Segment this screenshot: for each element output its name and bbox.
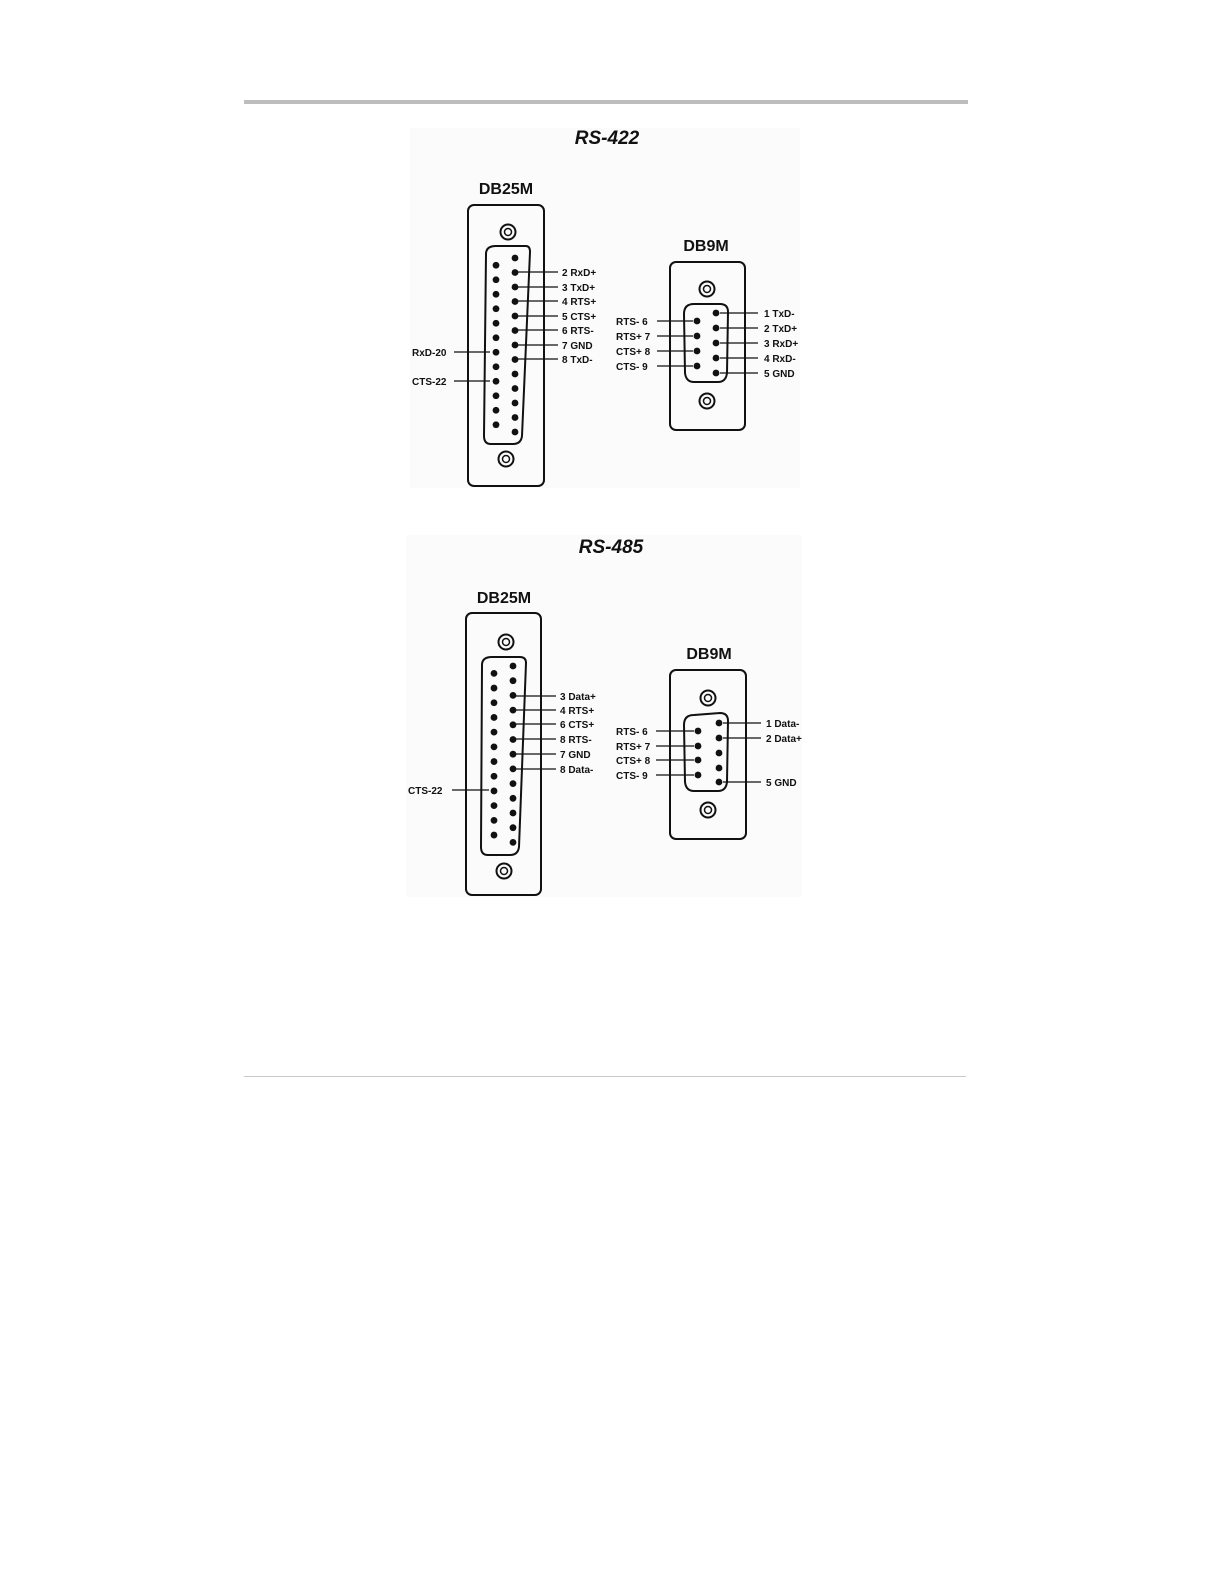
db9-pin-label: 5 GND [766, 778, 797, 789]
db25-pin-label: 8 Data- [560, 765, 594, 776]
figure-title: RS-485 [578, 537, 644, 558]
db9-pin-label: 2 TxD+ [764, 324, 798, 335]
db25-left-callouts [412, 348, 490, 388]
db9-top-screw [701, 691, 716, 706]
pin-dot [510, 707, 517, 714]
db25-pin-label: 2 RxD+ [562, 268, 597, 279]
pin-dot [510, 780, 517, 787]
figure-title: RS-422 [574, 128, 640, 149]
header-rule [244, 100, 968, 104]
db9-pin-label: 1 TxD- [764, 309, 795, 320]
pin-dot [491, 685, 498, 692]
db25-pin-label: 6 RTS- [562, 326, 594, 337]
pin-dot [493, 392, 500, 399]
pin-dot [493, 378, 500, 385]
db25-pin-label: 3 Data+ [560, 692, 596, 703]
rs485-figure [406, 535, 802, 897]
db9-pin-label: RTS+ 7 [616, 742, 651, 753]
pin-dot [493, 349, 500, 356]
db9-pin-label: 1 Data- [766, 719, 800, 730]
db9-pin-label: RTS+ 7 [616, 332, 651, 343]
pin-dot [493, 407, 500, 414]
pin-dot [493, 305, 500, 312]
pin-dot [512, 429, 519, 436]
pin-dot [491, 729, 498, 736]
pin-dot [493, 262, 500, 269]
db25-right-callouts [516, 692, 596, 776]
pin-dot [493, 421, 500, 428]
db9-pin-label: RTS- 6 [616, 727, 648, 738]
pin-dot [510, 766, 517, 773]
pin-dot [512, 255, 519, 262]
db25-pins [491, 663, 517, 846]
db9-pin-label: 5 GND [764, 369, 795, 380]
pin-dot [510, 677, 517, 684]
db25-pin-label: 7 GND [560, 750, 591, 761]
db25-label: DB25M [478, 181, 534, 198]
db9-left-callouts [616, 727, 694, 782]
db25-pin-label: 7 GND [562, 341, 593, 352]
db25-top-screw [499, 635, 514, 650]
db25-left-callouts [408, 786, 489, 797]
pin-dot [491, 832, 498, 839]
pin-dot [512, 327, 519, 334]
db9-pin-label: 3 RxD+ [764, 339, 799, 350]
db25-pin-label: 4 RTS+ [560, 706, 595, 717]
pin-dot [491, 817, 498, 824]
pin-dot [491, 758, 498, 765]
pin-dot [512, 400, 519, 407]
db25-pin-label: CTS-22 [412, 377, 447, 388]
pin-dot [510, 692, 517, 699]
pin-dot [512, 313, 519, 320]
pin-dot [512, 414, 519, 421]
db9-pin-label: 4 RxD- [764, 354, 796, 365]
db9-pin-label: CTS- 9 [616, 771, 648, 782]
pin-dot [512, 342, 519, 349]
db25-bottom-screw [499, 452, 514, 467]
rs485-diagram [406, 535, 802, 897]
db25-pin-label: 4 RTS+ [562, 297, 597, 308]
db25-pins [493, 255, 519, 436]
db25-pin-label: CTS-22 [408, 786, 443, 797]
db25-shell [481, 657, 526, 855]
pin-dot [491, 773, 498, 780]
db25-pin-label: 5 CTS+ [562, 312, 597, 323]
pin-dot [491, 714, 498, 721]
pin-dot [491, 699, 498, 706]
pin-dot [491, 802, 498, 809]
db25-pin-label: 6 CTS+ [560, 720, 595, 731]
pin-dot [491, 670, 498, 677]
pin-dot [510, 824, 517, 831]
pin-dot [512, 284, 519, 291]
pin-dot [512, 371, 519, 378]
db9-bottom-screw [701, 803, 716, 818]
pin-dot [493, 334, 500, 341]
pin-dot [510, 795, 517, 802]
pin-dot [512, 356, 519, 363]
db25-right-callouts [518, 268, 596, 366]
pin-dot [510, 751, 517, 758]
db9-top-screw [700, 282, 715, 297]
db9-pin-label: RTS- 6 [616, 317, 648, 328]
db9-pin-label: CTS+ 8 [616, 756, 651, 767]
db9-bottom-screw [700, 394, 715, 409]
db25-pin-label: 8 RTS- [560, 735, 592, 746]
pin-dot [493, 363, 500, 370]
footer-rule [244, 1076, 966, 1077]
db9-pins [694, 310, 720, 377]
db9-pin-label: CTS- 9 [616, 362, 648, 373]
rs422-figure [410, 128, 800, 488]
db9-pin-label: 2 Data+ [766, 734, 802, 745]
db9-right-callouts [723, 719, 802, 789]
pin-dot [493, 320, 500, 327]
db25-bottom-screw [497, 864, 512, 879]
db9-pin-label: CTS+ 8 [616, 347, 651, 358]
db25-pin-label: 3 TxD+ [562, 283, 596, 294]
pin-dot [491, 743, 498, 750]
db25-pin-label: RxD-20 [412, 348, 447, 359]
rs422-diagram [410, 128, 800, 488]
pin-dot [510, 839, 517, 846]
pin-dot [512, 298, 519, 305]
pin-dot [491, 788, 498, 795]
db9-label: DB9M [683, 238, 729, 255]
db25-pin-label: 8 TxD- [562, 355, 593, 366]
pin-dot [510, 721, 517, 728]
db9-pins [695, 720, 723, 786]
pin-dot [510, 663, 517, 670]
pin-dot [493, 276, 500, 283]
db9-label: DB9M [686, 646, 732, 663]
db25-top-screw [501, 225, 516, 240]
pin-dot [512, 269, 519, 276]
pin-dot [512, 385, 519, 392]
pin-dot [493, 291, 500, 298]
db9-left-callouts [616, 317, 693, 373]
db25-label: DB25M [476, 590, 532, 607]
pin-dot [510, 810, 517, 817]
pin-dot [510, 736, 517, 743]
db9-right-callouts [720, 309, 798, 380]
